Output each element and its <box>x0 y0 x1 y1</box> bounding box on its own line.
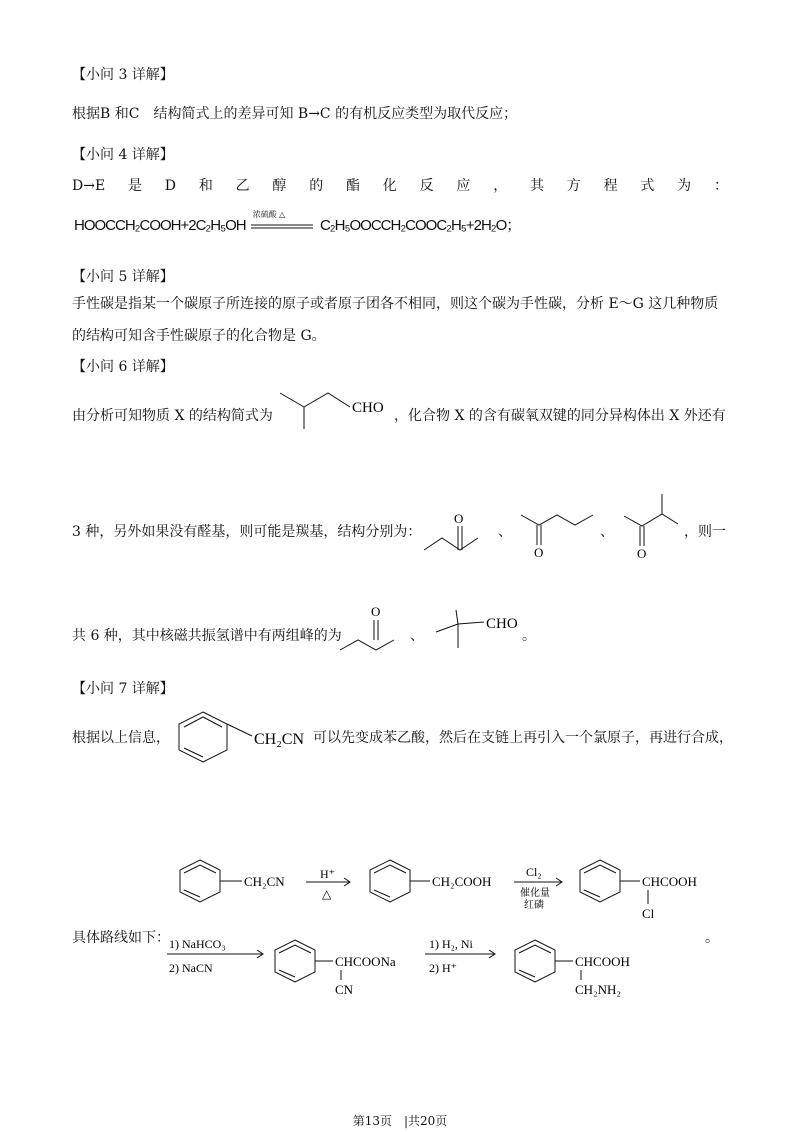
justified-char: 乙 <box>235 178 250 194</box>
justified-char: 式 <box>640 178 655 194</box>
oxygen-label: O <box>534 545 544 560</box>
r3-substituent: CHCOOH <box>642 874 697 889</box>
justified-char: 的 <box>309 178 324 194</box>
equation-right: C₂H₅OOCCH₂COOC₂H₅+2H₂O； <box>319 217 521 234</box>
r4-substituent: CHCOONa <box>335 954 396 969</box>
justified-char: D→E <box>72 178 106 194</box>
r2-condition-top: Cl₂ <box>526 865 542 879</box>
justified-char: ， <box>493 178 508 194</box>
equation-left: HOOCCH₂COOH+2C₂H₅OH <box>74 217 246 234</box>
justified-char: 为 <box>677 178 692 194</box>
q4-equation <box>74 210 521 235</box>
q4-heading: 【小问 4 详解】 <box>72 147 174 163</box>
structure-benzyl-cyanide <box>168 708 318 768</box>
r1-condition-bottom: △ <box>322 887 332 901</box>
r3-branch: Cl <box>642 906 655 921</box>
r1-substituent: CH₂CN <box>244 874 285 889</box>
justified-char: D <box>164 178 177 194</box>
benzene-ring-icon <box>515 940 555 982</box>
q6-line2-b: ，则一 <box>684 524 726 540</box>
q3-heading: 【小问 3 详解】 <box>72 67 174 83</box>
q3-text: 根据B 和C 结构简式上的差异可知 B→C 的有机反应类型为取代反应； <box>72 106 518 122</box>
structure-pivalaldehyde <box>428 606 532 654</box>
justified-char: ： <box>713 178 728 194</box>
oxygen-label: O <box>371 604 381 619</box>
r5-branch: CH₂NH₂ <box>575 982 621 997</box>
justified-char: 是 <box>127 178 142 194</box>
reaction-arrow <box>249 210 317 235</box>
justified-char: 其 <box>529 178 544 194</box>
benzene-ring-icon <box>180 860 220 902</box>
oxygen-label: O <box>637 546 647 560</box>
structure-3-methyl-2-butanone <box>618 490 688 560</box>
q5-heading: 【小问 5 详解】 <box>72 269 174 285</box>
synthesis-route-row1 <box>170 852 730 922</box>
ch2cn-label: CH₂CN <box>254 731 305 748</box>
benzene-ring-icon <box>580 860 620 902</box>
structure-3-methylbutanal <box>270 385 400 433</box>
q7-heading: 【小问 7 详解】 <box>72 681 174 697</box>
q4-line <box>72 176 728 196</box>
r2-condition-bottom2: 红磷 <box>524 900 544 911</box>
justified-char: 醇 <box>272 178 287 194</box>
r2-substituent: CH₂COOH <box>432 874 492 889</box>
justified-char: 应 <box>456 178 471 194</box>
separator: 、 <box>600 524 614 540</box>
benzene-ring-icon <box>370 860 410 902</box>
oxygen-label: O <box>454 511 464 526</box>
justified-char: 和 <box>198 178 213 194</box>
q7-line1-b: 可以先变成苯乙酸，然后在支链上再引入一个氯原子，再进行合成， <box>313 730 733 746</box>
r1-condition-top: H⁺ <box>320 867 335 881</box>
cho-label: CHO <box>352 400 384 416</box>
separator: 、 <box>410 628 424 644</box>
r4-condition-bottom: 2) NaCN <box>169 961 213 975</box>
r4-branch: CN <box>335 982 354 997</box>
cho-label: CHO <box>486 616 518 632</box>
q5-line1: 手性碳是指某一个碳原子所连接的原子或者原子团各不相同，则这个碳为手性碳，分析 E～G 这几种物质 <box>72 296 719 312</box>
route-label: 具体路线如下： <box>72 930 170 946</box>
r5-condition-top: 1) H₂, Ni <box>429 937 473 951</box>
q6-line1-b: ，化合物 X 的含有碳氧双键的同分异构体出 X 外还有 <box>394 408 726 424</box>
q7-line1-a: 根据以上信息， <box>72 730 170 746</box>
structure-3-pentanone-2 <box>336 600 416 656</box>
route-end: 。 <box>705 930 719 946</box>
justified-char: 反 <box>419 178 434 194</box>
r2-condition-bottom1: 催化量 <box>520 888 550 899</box>
structure-2-pentanone <box>515 505 607 560</box>
arrow-condition: 浓硫酸 △ <box>252 210 286 220</box>
justified-char: 酯 <box>346 178 360 194</box>
q6-line3-b: 。 <box>522 628 536 644</box>
arrow-icon <box>249 217 317 235</box>
q5-line2: 的结构可知含手性碳原子的化合物是 G。 <box>72 328 326 344</box>
r5-condition-bottom: 2) H⁺ <box>429 961 457 975</box>
justified-char: 化 <box>382 178 397 194</box>
r5-substituent: CHCOOH <box>575 954 630 969</box>
justified-char: 程 <box>603 178 618 194</box>
benzene-ring-icon <box>275 940 315 982</box>
justified-char: 方 <box>566 178 581 194</box>
page-footer: 第13页 |共20页 <box>352 1114 448 1128</box>
r4-condition-top: 1) NaHCO₃ <box>169 937 226 951</box>
separator: 、 <box>498 524 512 540</box>
q6-line2-a: 3 种，另外如果没有醛基，则可能是羰基，结构分别为： <box>72 524 422 540</box>
q6-line1-a: 由分析可知物质 X 的结构简式为 <box>72 408 273 424</box>
q6-line3-a: 共 6 种，其中核磁共振氢谱中有两组峰的为 <box>72 628 342 644</box>
synthesis-route-row2 <box>165 928 685 1004</box>
q6-heading: 【小问 6 详解】 <box>72 359 174 375</box>
